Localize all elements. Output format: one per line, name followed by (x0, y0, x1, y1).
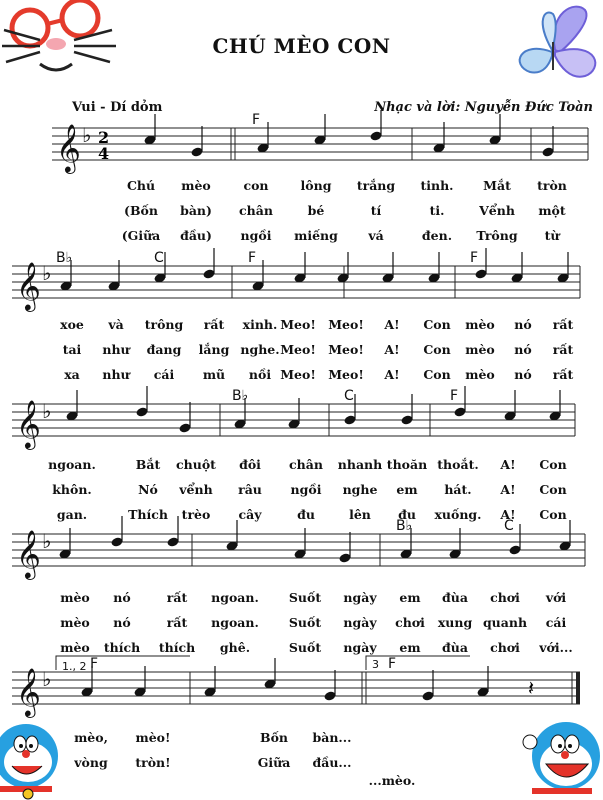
lyric-word: vá (368, 228, 384, 243)
lyric-word: A! (500, 507, 516, 522)
lyric-word: tròn (537, 178, 567, 193)
lyric-word: ngoan. (211, 615, 259, 630)
lyric-word: mèo (181, 178, 211, 193)
lyric-word: (Bốn (124, 203, 158, 218)
lyric-word: Meo! (328, 367, 364, 382)
lyric-word: chân (239, 203, 273, 218)
lyric-word: khôn. (52, 482, 92, 497)
lyric-word: chân (289, 457, 323, 472)
lyric-word: một (538, 203, 566, 218)
lyric-word: thoắt. (437, 457, 479, 472)
lyric-word: như (102, 342, 130, 357)
lyric-word: nó (514, 367, 532, 382)
lyric-word: mèo! (135, 730, 171, 745)
lyric-word: nồi (248, 367, 272, 382)
lyric-word: Suốt (288, 640, 322, 655)
lyric-word: bàn) (180, 203, 212, 218)
lyric-word: Con (423, 317, 451, 332)
lyric-word: hát. (444, 482, 472, 497)
lyric-word: Vểnh (479, 203, 515, 218)
lyric-word: cây (238, 507, 262, 522)
lyric-word: nó (113, 615, 131, 630)
lyric-word: trông (144, 317, 184, 332)
lyric-word: ...mèo. (368, 773, 416, 788)
author-credit: Nhạc và lời: Nguyễn Đức Toàn (374, 100, 593, 115)
lyric-word: mèo (465, 367, 495, 382)
lyric-word: với... (539, 640, 573, 655)
lyric-word: đôi (239, 457, 261, 472)
lyric-word: rất (166, 615, 188, 630)
lyric-word: em (396, 482, 418, 497)
key-flat: ♭ (82, 123, 92, 147)
lyric-word: Thích (128, 507, 168, 522)
lyric-word: cái (545, 615, 567, 630)
lyric-word: ngoan. (211, 590, 259, 605)
lyric-word: ngoan. (48, 457, 96, 472)
lyric-word: miếng (294, 228, 338, 243)
lyric-word: Con (423, 367, 451, 382)
tempo-marking: Vui - Dí dỏm (72, 100, 163, 115)
lyric-word: rất (552, 317, 574, 332)
song-title: CHÚ MÈO CON (212, 34, 391, 58)
lyric-word: với (545, 590, 567, 605)
treble-clef: 𝄞 (16, 529, 41, 578)
lyric-word: đen. (421, 228, 453, 243)
lyric-word: Mắt (483, 178, 511, 193)
lyric-word: Trông (476, 228, 518, 243)
lyric-word: và (108, 317, 124, 332)
lyric-word: gan. (56, 507, 88, 522)
lyric-word: mũ (202, 367, 226, 382)
lyric-word: lên (349, 507, 371, 522)
lyric-word: ngồi (290, 482, 322, 497)
lyric-word: quanh (482, 615, 528, 630)
lyric-word: Meo! (280, 317, 316, 332)
lyric-word: Meo! (328, 317, 364, 332)
lyric-word: vòng (74, 755, 108, 770)
lyric-word: xa (64, 367, 80, 382)
lyric-word: trắng (356, 178, 396, 193)
key-flat: ♭ (42, 261, 52, 285)
lyric-word: thích (103, 640, 141, 655)
chord-symbol: F (90, 656, 99, 672)
lyric-word: Suốt (288, 590, 322, 605)
lyric-word: mèo, (74, 730, 108, 745)
lyric-word: Chú (126, 178, 156, 193)
chord-symbol: F (248, 250, 257, 266)
lyric-word: Con (539, 507, 567, 522)
lyric-word: (Giữa (121, 228, 161, 243)
lyric-word: ghê. (219, 640, 251, 655)
lyric-word: xoe (60, 317, 84, 332)
treble-clef: 𝄞 (56, 123, 81, 172)
chord-symbol: F (450, 388, 459, 404)
lyric-word: nghe (342, 482, 378, 497)
lyric-word: thoăn (386, 457, 428, 472)
lyric-word: từ (544, 228, 560, 243)
treble-clef: 𝄞 (16, 399, 41, 448)
lyric-word: lông (300, 178, 332, 193)
lyric-word: A! (384, 367, 400, 382)
treble-clef: 𝄞 (16, 667, 41, 716)
lyric-word: ngày (343, 590, 377, 605)
lyric-word: Con (539, 457, 567, 472)
lyric-word: Bắt (135, 457, 161, 472)
lyric-word: đu (398, 507, 416, 522)
key-flat: ♭ (42, 667, 52, 691)
lyric-word: lắng (198, 342, 230, 357)
lyric-word: Giữa (257, 755, 291, 770)
lyric-word: đùa (442, 590, 468, 605)
lyric-word: Meo! (328, 342, 364, 357)
third-ending-bracket (366, 656, 470, 670)
lyric-word: mèo (465, 317, 495, 332)
lyric-word: tí (370, 203, 382, 218)
lyric-word: ngồi (240, 228, 272, 243)
lyric-word: đầu... (312, 755, 352, 770)
time-signature-bottom: 4 (98, 144, 110, 163)
lyric-word: vểnh (179, 482, 213, 497)
lyric-word: ngày (343, 640, 377, 655)
lyric-word: chơi (490, 590, 520, 605)
lyric-word: A! (500, 457, 516, 472)
lyric-word: xinh. (242, 317, 278, 332)
chord-symbol: F (470, 250, 479, 266)
lyric-word: xung (437, 615, 473, 630)
lyric-word: trèo (181, 507, 211, 522)
time-signature-top: 2 (98, 128, 110, 147)
lyric-word: đu (297, 507, 315, 522)
lyric-word: rất (552, 342, 574, 357)
lyric-word: mèo (465, 342, 495, 357)
lyric-word: A! (384, 342, 400, 357)
lyric-word: bé (307, 203, 325, 218)
lyric-word: bàn... (312, 730, 352, 745)
lyric-word: Con (423, 342, 451, 357)
chord-symbol: B♭ (56, 250, 73, 266)
chord-symbol: C (154, 250, 164, 266)
lyric-word: nhanh (337, 457, 383, 472)
lyric-word: Bốn (260, 730, 288, 745)
key-flat: ♭ (42, 399, 52, 423)
quarter-rest: 𝄽 (528, 676, 535, 700)
third-ending-label: 3 (372, 658, 379, 671)
lyric-word: nó (514, 317, 532, 332)
lyric-word: tai (62, 342, 82, 357)
lyric-word: rất (203, 317, 225, 332)
lyric-word: ngày (343, 615, 377, 630)
lyric-word: cái (153, 367, 175, 382)
lyric-word: Meo! (280, 342, 316, 357)
chord-symbol: B♭ (396, 518, 413, 534)
lyric-word: nó (514, 342, 532, 357)
lyric-word: tròn! (135, 755, 171, 770)
lyric-word: tinh. (420, 178, 454, 193)
lyric-word: Meo! (280, 367, 316, 382)
lyric-word: mèo (60, 590, 90, 605)
chord-symbol: F (252, 112, 261, 128)
lyric-word: ti. (429, 203, 445, 218)
chord-symbol: C (504, 518, 514, 534)
key-flat: ♭ (42, 529, 52, 553)
lyric-word: thích (158, 640, 196, 655)
lyric-word: em (399, 590, 421, 605)
chord-symbol: B♭ (232, 388, 249, 404)
lyric-word: Nó (138, 482, 158, 497)
lyric-word: rất (166, 590, 188, 605)
chord-symbol: F (388, 656, 397, 672)
lyric-word: Con (539, 482, 567, 497)
lyric-word: nó (113, 590, 131, 605)
treble-clef: 𝄞 (16, 261, 41, 310)
lyric-word: râu (238, 482, 262, 497)
lyric-word: A! (384, 317, 400, 332)
lyric-word: mèo (60, 640, 90, 655)
chord-symbol: C (344, 388, 354, 404)
lyric-word: Suốt (288, 615, 322, 630)
lyric-word: đang (146, 342, 182, 357)
lyric-word: chuột (176, 457, 216, 472)
first-ending-label: 1., 2 (62, 660, 87, 673)
lyric-word: xuống. (434, 507, 482, 522)
lyric-word: đầu) (180, 228, 212, 243)
lyric-word: như (102, 367, 130, 382)
lyric-word: rất (552, 367, 574, 382)
lyric-word: con (243, 178, 269, 193)
lyric-word: em (399, 640, 421, 655)
lyric-word: chơi (395, 615, 425, 630)
lyric-word: mèo (60, 615, 90, 630)
lyric-word: chơi (490, 640, 520, 655)
lyric-word: nghe. (240, 342, 280, 357)
lyric-word: đùa (442, 640, 468, 655)
lyric-word: A! (500, 482, 516, 497)
